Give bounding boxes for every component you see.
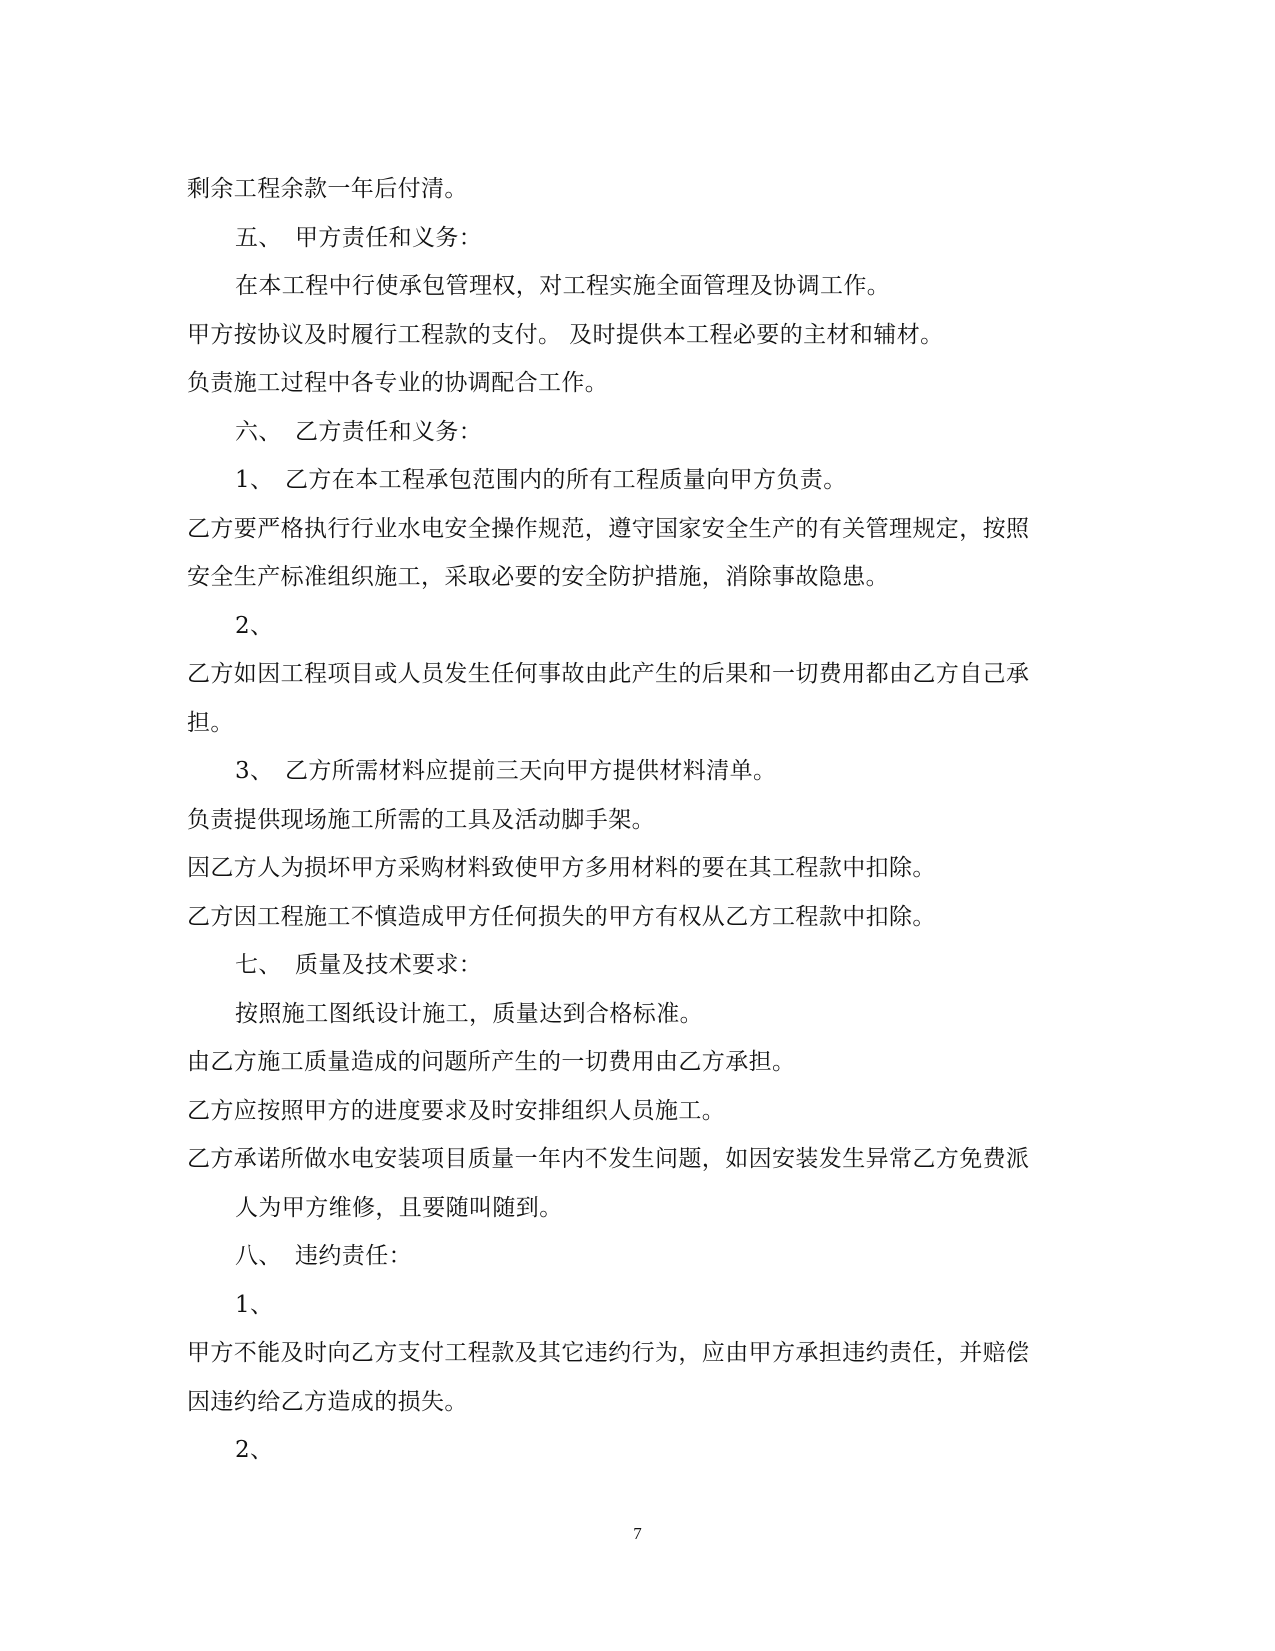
paragraph-line: [187, 553, 1087, 602]
paragraph-line: [187, 1184, 1087, 1233]
page-number: 7: [633, 1524, 642, 1543]
item-number: 2、: [235, 1437, 274, 1463]
item-number: 3、: [235, 758, 274, 784]
line-text: 负责施工过程中各专业的协调配合工作。: [187, 370, 609, 396]
section-title: 质量及技术要求：: [295, 952, 483, 978]
paragraph-line: [187, 893, 1087, 942]
line-text: 乙方因工程施工不慎造成甲方任何损失的甲方有权从乙方工程款中扣除。: [187, 903, 936, 930]
line-text: 因乙方人为损坏甲方采购材料致使甲方多用材料的要在其工程款中扣除。: [187, 855, 936, 881]
section-heading: [187, 408, 1087, 457]
line-text: 由乙方施工质量造成的问题所产生的一切费用由乙方承担。: [187, 1049, 796, 1075]
paragraph-line: [187, 990, 1087, 1039]
section-title: 乙方责任和义务：: [295, 418, 483, 445]
section-number: 七、: [235, 952, 282, 978]
paragraph-line: [187, 505, 1087, 554]
line-text: 人为甲方维修，且要随叫随到。: [235, 1194, 563, 1221]
paragraph-line: [187, 311, 1087, 360]
line-text: 甲方按协议及时履行工程款的支付。 及时提供本工程必要的主材和辅材。: [187, 321, 944, 348]
line-text: 按照施工图纸设计施工，质量达到合格标准。: [235, 1000, 703, 1027]
line-text: 乙方承诺所做水电安装项目质量一年内不发生问题，如因安装发生异常乙方免费派: [187, 1146, 1030, 1172]
item-number: 2、: [235, 612, 274, 639]
line-text: 乙方应按照甲方的进度要求及时安排组织人员施工。: [187, 1097, 726, 1124]
line-text: 乙方在本工程承包范围内的所有工程质量向甲方负责。: [285, 467, 847, 493]
item-number: 1、: [235, 1291, 274, 1318]
paragraph-line: [187, 1378, 1087, 1427]
paragraph-line: [187, 844, 1087, 893]
numbered-item: [187, 1426, 1087, 1475]
section-title: 违约责任：: [295, 1243, 412, 1269]
numbered-item: [187, 747, 1087, 796]
paragraph-line: [187, 165, 1087, 214]
paragraph-line: [187, 1329, 1087, 1378]
section-number: 八、: [235, 1243, 282, 1269]
line-text: 因违约给乙方造成的损失。: [187, 1388, 468, 1415]
section-number: 六、: [235, 418, 282, 445]
line-text: 乙方所需材料应提前三天向甲方提供材料清单。: [285, 758, 777, 784]
paragraph-line: [187, 796, 1087, 845]
paragraph-line: [187, 1087, 1087, 1136]
line-text: 担。: [187, 709, 234, 736]
line-text: 安全生产标准组织施工，采取必要的安全防护措施，消除事故隐患。: [187, 564, 889, 590]
section-heading: [187, 214, 1087, 263]
numbered-item: [187, 1281, 1087, 1330]
section-title: 甲方责任和义务：: [295, 224, 483, 251]
section-heading: [187, 941, 1087, 990]
paragraph-line: [187, 262, 1087, 311]
line-text: 甲方不能及时向乙方支付工程款及其它违约行为，应由甲方承担违约责任，并赔偿: [187, 1340, 1030, 1366]
section-number: 五、: [235, 224, 282, 251]
numbered-item: [187, 602, 1087, 651]
numbered-item: [187, 456, 1087, 505]
line-text: 在本工程中行使承包管理权，对工程实施全面管理及协调工作。: [235, 273, 891, 299]
section-heading: [187, 1232, 1087, 1281]
item-number: 1、: [235, 467, 274, 493]
paragraph-line: [187, 699, 1087, 748]
paragraph-line: [187, 650, 1087, 699]
line-text: 负责提供现场施工所需的工具及活动脚手架。: [187, 806, 655, 833]
paragraph-line: [187, 1038, 1087, 1087]
document-body: [187, 165, 1087, 1475]
line-text: 乙方要严格执行行业水电安全操作规范，遵守国家安全生产的有关管理规定，按照: [187, 515, 1030, 542]
paragraph-line: [187, 1135, 1087, 1184]
paragraph-line: [187, 359, 1087, 408]
line-text: 剩余工程余款一年后付清。: [187, 176, 468, 202]
line-text: 乙方如因工程项目或人员发生任何事故由此产生的后果和一切费用都由乙方自己承: [187, 661, 1030, 687]
